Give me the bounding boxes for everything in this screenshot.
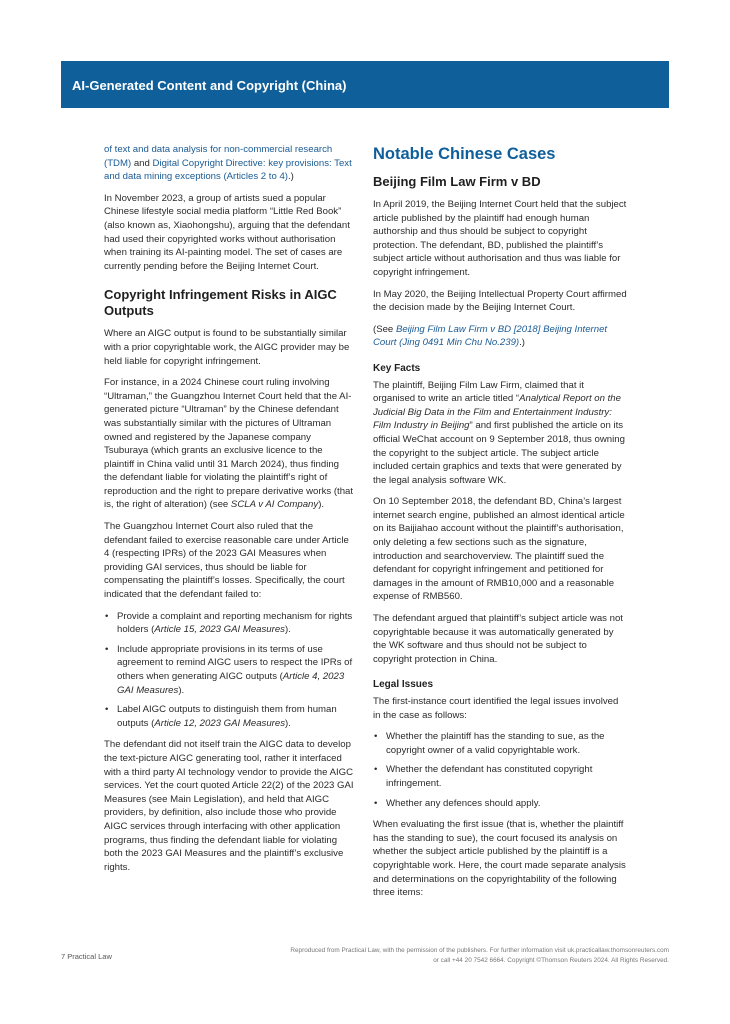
paragraph: The Guangzhou Internet Court also ruled that the defendant failed to exercise reasonable care under Article 4 (respecting IPRs) of the 2023 GAI Measures when providing GAI services, thus should be liable for compensating the plaintiff’s losses. Specifically, the court indicated that the defendant failed to: — [104, 521, 349, 601]
paragraph: The defendant argued that plaintiff’s subject article was not copyrightable because it was automatically generated by the WK software and thus should not be subject to copyright protection in China. — [373, 613, 623, 665]
list-item: • Provide a complaint and reporting mechanism for rights holders (Article 15, 2023 GAI Measures). — [104, 610, 354, 637]
list-item: • Include appropriate provisions in its terms of use agreement to remind AIGC users to respect the IPRs of others when generating AIGC outputs (Article 4, 2023 GAI Measures). — [104, 643, 354, 697]
list-item: • Whether the plaintiff has the standing to sue, as the copyright owner of a valid copyrightable work. — [373, 730, 628, 757]
page-number: 7 Practical Law — [61, 952, 112, 961]
link-digital-copyright-directive[interactable]: Digital Copyright Directive: key provisions: Text and data mining exceptions (Articles 2 to 4) — [104, 157, 352, 183]
paragraph: The plaintiff, Beijing Film Law Firm, claimed that it organised to write an article titled “Analytical Report on the Judicial Big Data in the Film and Entertainment Industry: Film Industry in Beijing” and first published the article on its official WeChat account on 9 September 2018, thus owning the copyright to the subject article. The subject article included certain graphics and texts that were generated by the legal analysis software WK. — [373, 379, 625, 486]
paragraph: (See Beijing Film Law Firm v BD [2018] Beijing Internet Court (Jing 0491 Min Chu No.239).) — [373, 323, 608, 349]
paragraph: of text and data analysis for non-commercial research (TDM) and Digital Copyright Directive: key provisions: Text and data mining exceptions (Articles 2 to 4).) — [104, 144, 352, 183]
list-item: • Whether any defences should apply. — [373, 797, 628, 811]
case-heading: Beijing Film Law Firm v BD — [373, 174, 541, 189]
list-item: • Label AIGC outputs to distinguish them from human outputs (Article 12, 2023 GAI Measures). — [104, 703, 354, 730]
header-banner — [61, 61, 669, 108]
footer-copyright: Reproduced from Practical Law, with the permission of the publishers. For further information visit uk.practicallaw.thomsonreuters.com or call +44 20 7542 6664. Copyright ©Thomson Reuters 2024. All Rights Reserved. — [290, 947, 669, 964]
left-column — [104, 143, 354, 882]
paragraph: For instance, in a 2024 Chinese court ruling involving “Ultraman,” the Guangzhou Internet Court held that the AI-generated picture “Ultraman” by the Chinese defendant was substantially similar with the pictures of Ultraman owned and registered by the Japanese company Tsuburaya (which grants an exclusive licence to the plaintiff in China valid until 31 March 2024), thus finding the defendant liable for violating the plaintiff’s right of reproduction and the right to prepare derivative works (that is, the right of alteration) (see SCLA v AI Company). — [104, 377, 354, 511]
subheading-key-facts: Key Facts — [373, 362, 421, 374]
paragraph: On 10 September 2018, the defendant BD, China’s largest internet search engine, published an almost identical article on its Baijiahao account without the plaintiff’s authorisation, only deleting a few sections such as the signature, introduction and searchoverview. The plaintiff sued the defendant for copyright infringement and petitioned for damages in the amount of RMB10,000 and a reasonable expense of RMB560. — [373, 496, 625, 603]
paragraph: When evaluating the first issue (that is, whether the plaintiff has the standing to sue), the court focused its analysis on whether the subject article published by the plaintiff is a copyrightable work. Here, the court made separate analysis and determinations on the copyrightability of the following three items: — [373, 819, 626, 899]
paragraph: The first-instance court identified the legal issues involved in the case as follows: — [373, 696, 619, 721]
paragraph: In May 2020, the Beijing Intellectual Property Court affirmed the decision made by the Beijing Internet Court. — [373, 288, 627, 314]
subheading-legal-issues: Legal Issues — [373, 679, 434, 691]
list-item: • Whether the defendant has constituted copyright infringement. — [373, 763, 628, 790]
paragraph: In April 2019, the Beijing Internet Court held that the subject article published by the plaintiff had enough human authorship and thus should be subject to copyright protection. The defendant, BD, published the plaintiff’s subject article without authorisation and thus was liable for copyright infringement. — [373, 199, 627, 278]
bullet-list — [104, 610, 354, 731]
section-heading-risks: Copyright Infringement Risks in AIGC Outputs — [104, 287, 337, 319]
page-header-title: AI-Generated Content and Copyright (China) — [72, 78, 347, 93]
paragraph: Where an AIGC output is found to be substantially similar with a prior copyrightable work, the AIGC provider may be held liable for copyright infringement. — [104, 328, 350, 367]
case-citation: SCLA v AI Company — [230, 499, 319, 511]
link-case-citation[interactable]: Beijing Film Law Firm v BD [2018] Beijing Internet Court (Jing 0491 Min Chu No.239) — [373, 323, 608, 349]
paragraph: The defendant did not itself train the AIGC data to develop the text-picture AIGC generating tool, rather it interfaced with a third party AI technology vendor to provide the AIGC services. Yet the court quoted Article 22(2) of the 2023 GAI Measures (see Main Legislation), and held that AIGC providers, by definition, also include those who provide AIGC services through interfacing with other application programs, thus finding the defendant liable for violating both the 2023 GAI Measures and the plaintiff’s exclusive rights. — [104, 739, 354, 873]
bullet-list — [373, 730, 628, 810]
section-title-cases: Notable Chinese Cases — [373, 145, 556, 163]
link-tdm[interactable]: of text and data analysis for non-commercial research (TDM) — [104, 144, 333, 169]
right-column — [373, 143, 628, 908]
paragraph: In November 2023, a group of artists sued a popular Chinese lifestyle social media platform “Little Red Book” (also known as, Xiaohongshu), arguing that the defendant had used their copyrighted works without authorisation when training its AI-painting model. The set of cases are currently pending before the Beijing Internet Court. — [104, 192, 350, 272]
